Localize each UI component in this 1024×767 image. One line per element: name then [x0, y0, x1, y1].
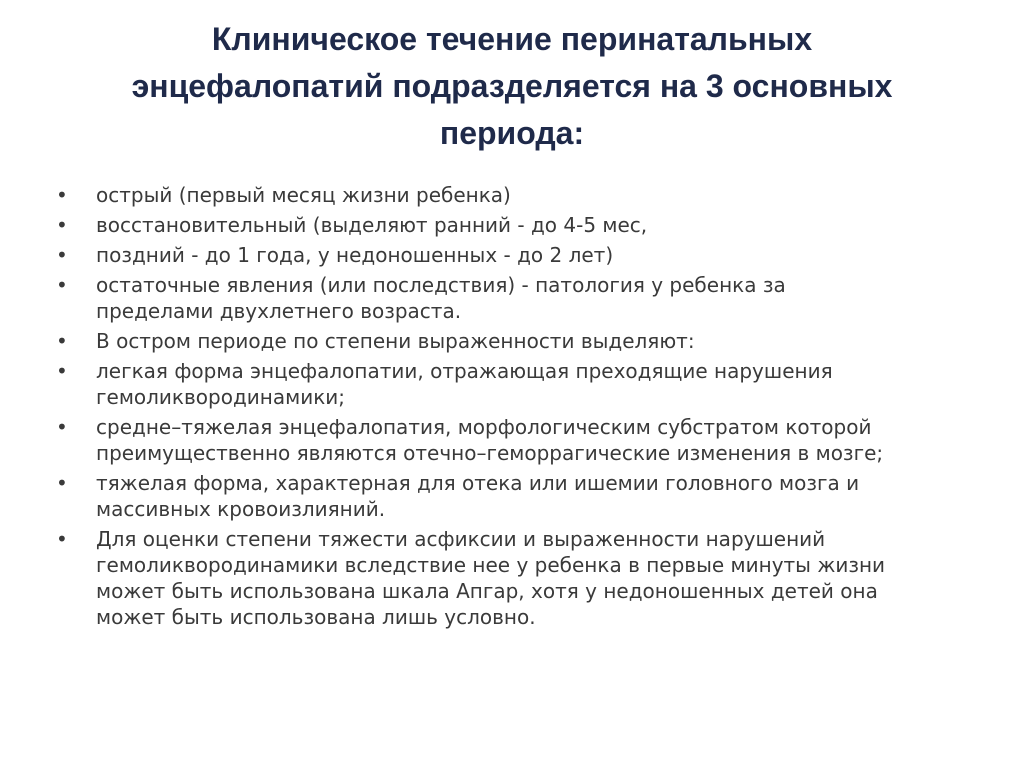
slide-title-line: энцефалопатий подразделяется на 3 основных [131, 68, 893, 104]
bullet-text-line: гемоликвородинамики вследствие нее у ребенка в первые минуты жизни [96, 553, 886, 577]
bullet-dot-icon: • [56, 183, 68, 207]
bullet-dot-icon: • [56, 527, 68, 551]
bullet-item [54, 182, 984, 208]
bullet-dot-icon: • [56, 273, 68, 297]
bullet-dot-icon: • [56, 359, 68, 383]
bullet-dot-icon: • [56, 415, 68, 439]
slide-title-line: Клиническое течение перинатальных [211, 21, 813, 57]
bullet-item [54, 242, 984, 268]
bullet-text-line: преимущественно являются отечно–геморрагические изменения в мозге; [96, 441, 884, 465]
bullet-item [54, 470, 984, 522]
bullet-text-line: В остром периоде по степени выраженности выделяют: [96, 329, 695, 353]
bullet-text-line: восстановительный (выделяют ранний - до 4-5 мес, [96, 213, 648, 237]
bullet-dot-icon: • [56, 213, 68, 237]
bullet-text-line: Для оценки степени тяжести асфиксии и выраженности нарушений [96, 527, 826, 551]
bullet-text-line: острый (первый месяц жизни ребенка) [96, 183, 511, 207]
bullet-text-line: тяжелая форма, характерная для отека или ишемии головного мозга и [96, 471, 860, 495]
bullet-text-line: может быть использована лишь условно. [96, 605, 536, 629]
bullet-text-line: массивных кровоизлияний. [96, 497, 386, 521]
bullet-text-line: может быть использована шкала Апгар, хотя у недоношенных детей она [96, 579, 878, 603]
bullet-item [54, 212, 984, 238]
slide-title-line: периода: [439, 115, 585, 151]
bullet-item [54, 272, 984, 324]
bullet-text-line: поздний - до 1 года, у недоношенных - до 2 лет) [96, 243, 614, 267]
bullet-text-line: остаточные явления (или последствия) - патология у ребенка за [96, 273, 786, 297]
bullet-dot-icon: • [56, 329, 68, 353]
bullet-text-line: гемоликвородинамики; [96, 385, 346, 409]
bullet-item [54, 414, 984, 466]
bullet-dot-icon: • [56, 471, 68, 495]
bullet-text-line: легкая форма энцефалопатии, отражающая преходящие нарушения [96, 359, 833, 383]
bullet-text-line: средне–тяжелая энцефалопатия, морфологическим субстратом которой [96, 415, 872, 439]
bullet-text-line: пределами двухлетнего возраста. [96, 299, 462, 323]
bullet-item [54, 328, 984, 354]
bullet-dot-icon: • [56, 243, 68, 267]
bullet-item [54, 526, 984, 630]
bullet-item [54, 358, 984, 410]
slide-title [40, 16, 984, 157]
bullet-list [54, 182, 984, 634]
